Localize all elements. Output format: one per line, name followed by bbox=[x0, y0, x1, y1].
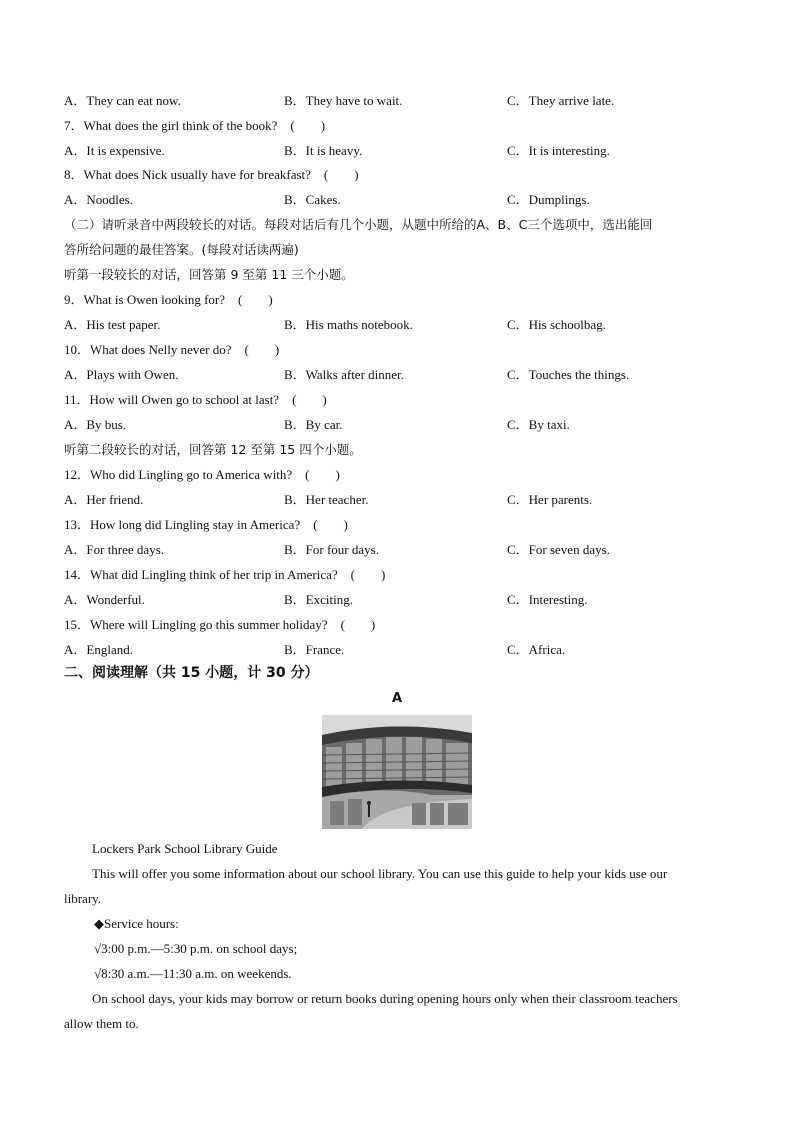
service-hours-label: ◆Service hours: bbox=[94, 916, 179, 931]
q7-row bbox=[0, 113, 794, 138]
q15-option-c: C．Africa. bbox=[507, 642, 566, 657]
q9-question: 9．What is Owen looking for? ( ) bbox=[64, 292, 273, 307]
q10-options-row bbox=[0, 362, 794, 387]
q13-question: 13．How long did Lingling stay in America? ( ) bbox=[64, 517, 348, 532]
q7-option-c: C．It is interesting. bbox=[507, 143, 610, 158]
q10-option-c: C．Touches the things. bbox=[507, 367, 630, 382]
q15-row bbox=[0, 612, 794, 637]
q6-option-c: C．They arrive late. bbox=[507, 93, 615, 108]
q8-question: 8．What does Nick usually have for breakfast? ( ) bbox=[64, 167, 359, 182]
q15-question: 15．Where will Lingling go this summer holiday? ( ) bbox=[64, 617, 376, 632]
q15-option-a: A．England. bbox=[64, 642, 133, 657]
q8-option-c: C．Dumplings. bbox=[507, 192, 590, 207]
q12-option-a: A．Her friend. bbox=[64, 492, 144, 507]
q12-row bbox=[0, 462, 794, 487]
q10-option-a: A．Plays with Owen. bbox=[64, 367, 179, 382]
para2-line1-row bbox=[0, 986, 794, 1011]
q14-option-a: A．Wonderful. bbox=[64, 592, 145, 607]
passage-label: A bbox=[391, 691, 403, 706]
dialog2-intro: 听第二段较长的对话，回答第 12 至第 15 四个小题。 bbox=[64, 442, 362, 457]
dialog1-intro-row bbox=[0, 262, 794, 287]
q8-options-row bbox=[0, 187, 794, 212]
q10-row bbox=[0, 337, 794, 362]
passage-label-row bbox=[0, 686, 794, 711]
q9-option-c: C．His schoolbag. bbox=[507, 317, 606, 332]
q12-question: 12．Who did Lingling go to America with? ( ) bbox=[64, 467, 340, 482]
para1-line2: library. bbox=[64, 891, 102, 906]
section2-instruction-text1: （二）请听录音中两段较长的对话。每段对话后有几个小题，从题中所给的A、B、C三个选项中，选出能回 bbox=[64, 217, 653, 232]
q15-option-b: B．France. bbox=[284, 642, 345, 657]
q7-option-a: A．It is expensive. bbox=[64, 143, 165, 158]
q15-options-row bbox=[0, 637, 794, 662]
para1-line1-row bbox=[0, 861, 794, 886]
q6-option-a: A．They can eat now. bbox=[64, 93, 181, 108]
q13-option-b: B．For four days. bbox=[284, 542, 379, 557]
q8-option-b: B．Cakes. bbox=[284, 192, 341, 207]
hours-label-row bbox=[0, 911, 794, 936]
reading-section-heading: 二、阅读理解（共 15 小题，计 30 分） bbox=[64, 665, 319, 681]
q8-row bbox=[0, 162, 794, 187]
q7-options-row bbox=[0, 138, 794, 163]
q10-option-b: B．Walks after dinner. bbox=[284, 367, 404, 382]
section2-instruction-line1 bbox=[0, 212, 794, 237]
q13-option-c: C．For seven days. bbox=[507, 542, 610, 557]
q9-options-row bbox=[0, 312, 794, 337]
q12-option-c: C．Her parents. bbox=[507, 492, 593, 507]
library-photo bbox=[322, 715, 472, 829]
service-hours-school-days: √3:00 p.m.—5:30 p.m. on school days; bbox=[94, 941, 298, 956]
q14-option-c: C．Interesting. bbox=[507, 592, 588, 607]
q11-option-a: A．By bus. bbox=[64, 417, 127, 432]
q13-row bbox=[0, 512, 794, 537]
section2-instruction-text2: 答所给问题的最佳答案。(每段对话读两遍) bbox=[64, 242, 299, 257]
q13-option-a: A．For three days. bbox=[64, 542, 165, 557]
q10-question: 10．What does Nelly never do? ( ) bbox=[64, 342, 280, 357]
q14-options-row bbox=[0, 587, 794, 612]
service-hours-weekends: √8:30 a.m.—11:30 a.m. on weekends. bbox=[94, 966, 292, 981]
para2-line2: allow them to. bbox=[64, 1016, 139, 1031]
q12-option-b: B．Her teacher. bbox=[284, 492, 369, 507]
q14-question: 14．What did Lingling think of her trip in America? ( ) bbox=[64, 567, 386, 582]
q11-question: 11．How will Owen go to school at last? ( ) bbox=[64, 392, 327, 407]
dialog1-intro: 听第一段较长的对话，回答第 9 至第 11 三个小题。 bbox=[64, 267, 354, 282]
q11-options-row bbox=[0, 412, 794, 437]
hours1-row bbox=[0, 936, 794, 961]
guide-title: Lockers Park School Library Guide bbox=[92, 841, 278, 856]
q11-option-b: B．By car. bbox=[284, 417, 343, 432]
q14-row bbox=[0, 562, 794, 587]
q6-option-b: B．They have to wait. bbox=[284, 93, 403, 108]
guide-title-row bbox=[0, 836, 794, 861]
dialog2-intro-row bbox=[0, 437, 794, 462]
section2-instruction-line2 bbox=[0, 237, 794, 262]
q9-option-a: A．His test paper. bbox=[64, 317, 161, 332]
q9-option-b: B．His maths notebook. bbox=[284, 317, 413, 332]
q12-options-row bbox=[0, 487, 794, 512]
q8-option-a: A．Noodles. bbox=[64, 192, 133, 207]
para2-line1: On school days, your kids may borrow or return books during opening hours only when their classroom teachers bbox=[92, 991, 678, 1006]
reading-heading-row bbox=[0, 661, 794, 686]
q13-options-row bbox=[0, 537, 794, 562]
para2-line2-row bbox=[0, 1011, 794, 1036]
para1-line1: This will offer you some information about our school library. You can use this guide to help your kids use our bbox=[92, 866, 668, 881]
q6-options-row bbox=[0, 88, 794, 113]
q14-option-b: B．Exciting. bbox=[284, 592, 353, 607]
q11-row bbox=[0, 387, 794, 412]
q7-question: 7．What does the girl think of the book? ( ) bbox=[64, 118, 326, 133]
para1-line2-row bbox=[0, 886, 794, 911]
q9-row bbox=[0, 287, 794, 312]
q7-option-b: B．It is heavy. bbox=[284, 143, 363, 158]
hours2-row bbox=[0, 961, 794, 986]
q11-option-c: C．By taxi. bbox=[507, 417, 570, 432]
